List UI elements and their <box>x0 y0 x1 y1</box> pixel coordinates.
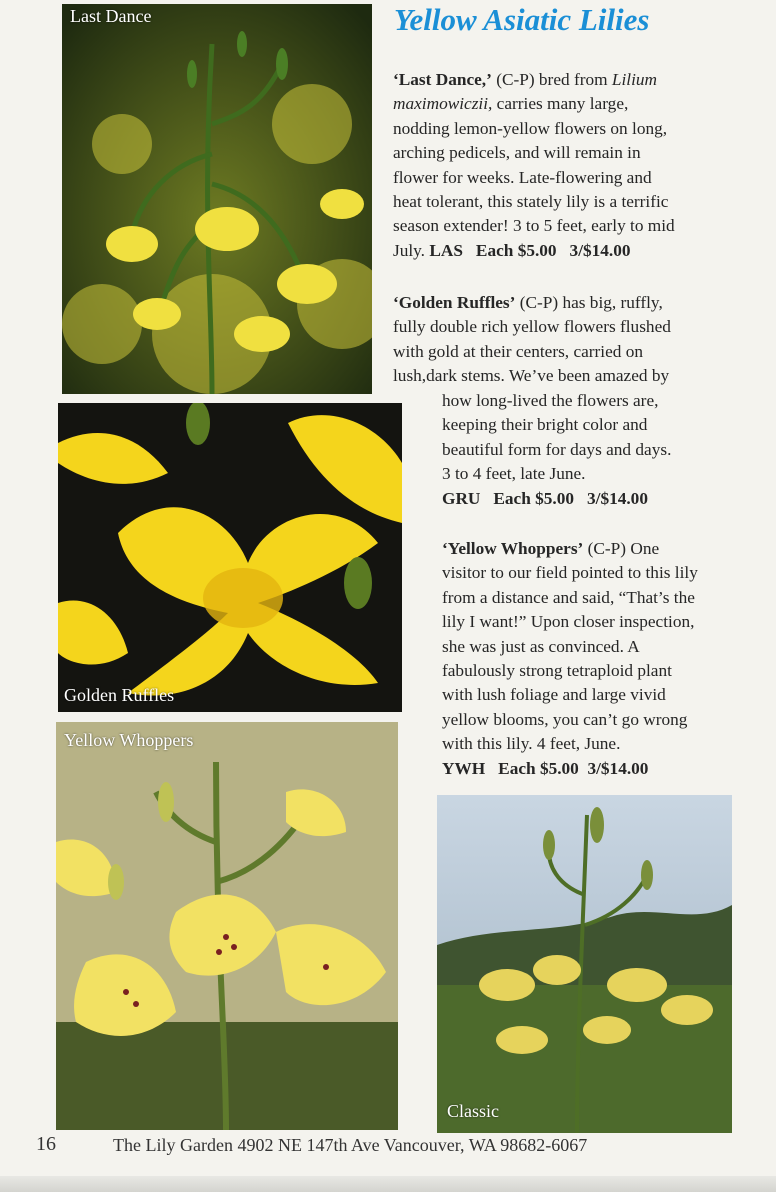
entry-yellow-whoppers-line: yellow blooms, you can’t go wrong <box>442 709 688 729</box>
page-title: Yellow Asiatic Lilies <box>394 2 650 37</box>
entry-last-dance-line: flower for weeks. Late-flowering and <box>393 167 652 187</box>
entry-golden-ruffles-line: keeping their bright color and <box>442 415 648 435</box>
price-each: Each $5.00 <box>498 758 579 778</box>
entry-yellow-whoppers-line: with this lily. 4 feet, June. <box>442 734 621 754</box>
entry-last-dance-price-line <box>393 239 675 263</box>
photo-caption-last-dance: Last Dance <box>70 6 152 26</box>
entry-yellow-whoppers-line <box>442 537 698 561</box>
entry-yellow-whoppers-line: with lush foliage and large vivid <box>442 685 666 705</box>
entry-last-dance-line <box>393 92 675 116</box>
entry-golden-ruffles-line: fully double rich yellow flowers flushed <box>393 317 671 337</box>
entry-golden-ruffles-price-line <box>442 487 671 511</box>
footer-address: The Lily Garden 4902 NE 147th Ave Vancouver, WA 98682-6067 <box>113 1135 588 1155</box>
entry-yellow-whoppers-line: fabulously strong tetraploid plant <box>442 661 672 681</box>
entry-last-dance-line: season extender! 3 to 5 feet, early to mid <box>393 216 675 236</box>
entry-golden-ruffles-narrow <box>442 389 671 511</box>
price-three: 3/$14.00 <box>587 488 648 508</box>
entry-yellow-whoppers-line: visitor to our field pointed to this lily <box>442 563 698 583</box>
lily-photo-golden-ruffles <box>58 403 402 712</box>
lily-photo-last-dance <box>62 4 372 394</box>
photo-caption-yellow-whoppers: Yellow Whoppers <box>64 730 194 750</box>
entry-golden-ruffles-line <box>393 291 671 315</box>
entry-golden-ruffles-line: beautiful form for days and days. <box>442 439 672 459</box>
entry-text: July. <box>393 240 430 260</box>
entry-yellow-whoppers-line: she was just as convinced. A <box>442 636 640 656</box>
entry-last-dance-line: heat tolerant, this stately lily is a terrific <box>393 192 669 212</box>
entry-golden-ruffles <box>393 291 671 389</box>
price-each: Each $5.00 <box>493 488 575 508</box>
entry-yellow-whoppers <box>442 537 698 781</box>
product-code: YWH <box>442 758 486 778</box>
page-number: 16 <box>36 1133 56 1155</box>
product-code: LAS <box>429 240 463 260</box>
price-three: 3/$14.00 <box>587 758 649 778</box>
entry-species: Lilium <box>611 70 657 89</box>
price-three: 3/$14.00 <box>569 240 631 260</box>
entry-last-dance-line: nodding lemon-yellow flowers on long, <box>393 118 668 138</box>
lily-photo-classic <box>437 795 732 1133</box>
photo-golden-ruffles <box>58 403 402 712</box>
page-bottom-edge <box>0 1176 776 1192</box>
photo-classic <box>437 795 732 1133</box>
photo-last-dance <box>62 4 372 394</box>
photo-caption-classic: Classic <box>447 1101 499 1121</box>
photo-yellow-whoppers <box>56 722 398 1130</box>
entry-text: (C-P) has big, ruffly, <box>515 293 663 312</box>
entry-yellow-whoppers-name: ‘Yellow Whoppers’ <box>442 539 584 558</box>
entry-golden-ruffles-line: how long-lived the flowers are, <box>442 391 659 410</box>
entry-golden-ruffles-line: with gold at their centers, carried on <box>393 341 644 361</box>
price-each: Each $5.00 <box>475 240 557 260</box>
entry-golden-ruffles-name: ‘Golden Ruffles’ <box>393 293 516 312</box>
photo-caption-golden-ruffles: Golden Ruffles <box>64 685 175 705</box>
entry-yellow-whoppers-line: lily I want!” Upon closer inspection, <box>442 612 695 632</box>
entry-text: carries many large, <box>492 94 629 114</box>
lily-photo-yellow-whoppers <box>56 722 398 1130</box>
entry-last-dance <box>393 68 675 263</box>
entry-golden-ruffles-line: 3 to 4 feet, late June. <box>442 464 586 484</box>
entry-species: maximowiczii, <box>393 94 493 114</box>
entry-yellow-whoppers-price-line <box>442 757 698 781</box>
entry-golden-ruffles-line: lush,dark stems. We’ve been amazed by <box>393 366 670 386</box>
product-code: GRU <box>442 488 481 508</box>
entry-last-dance-line: arching pedicels, and will remain in <box>393 143 641 163</box>
entry-text: (C-P) bred from <box>491 70 612 89</box>
entry-last-dance-line <box>393 68 675 92</box>
entry-yellow-whoppers-line: from a distance and said, “That’s the <box>442 587 695 607</box>
entry-text: (C-P) One <box>583 539 660 558</box>
entry-last-dance-name: ‘Last Dance,’ <box>393 70 492 89</box>
